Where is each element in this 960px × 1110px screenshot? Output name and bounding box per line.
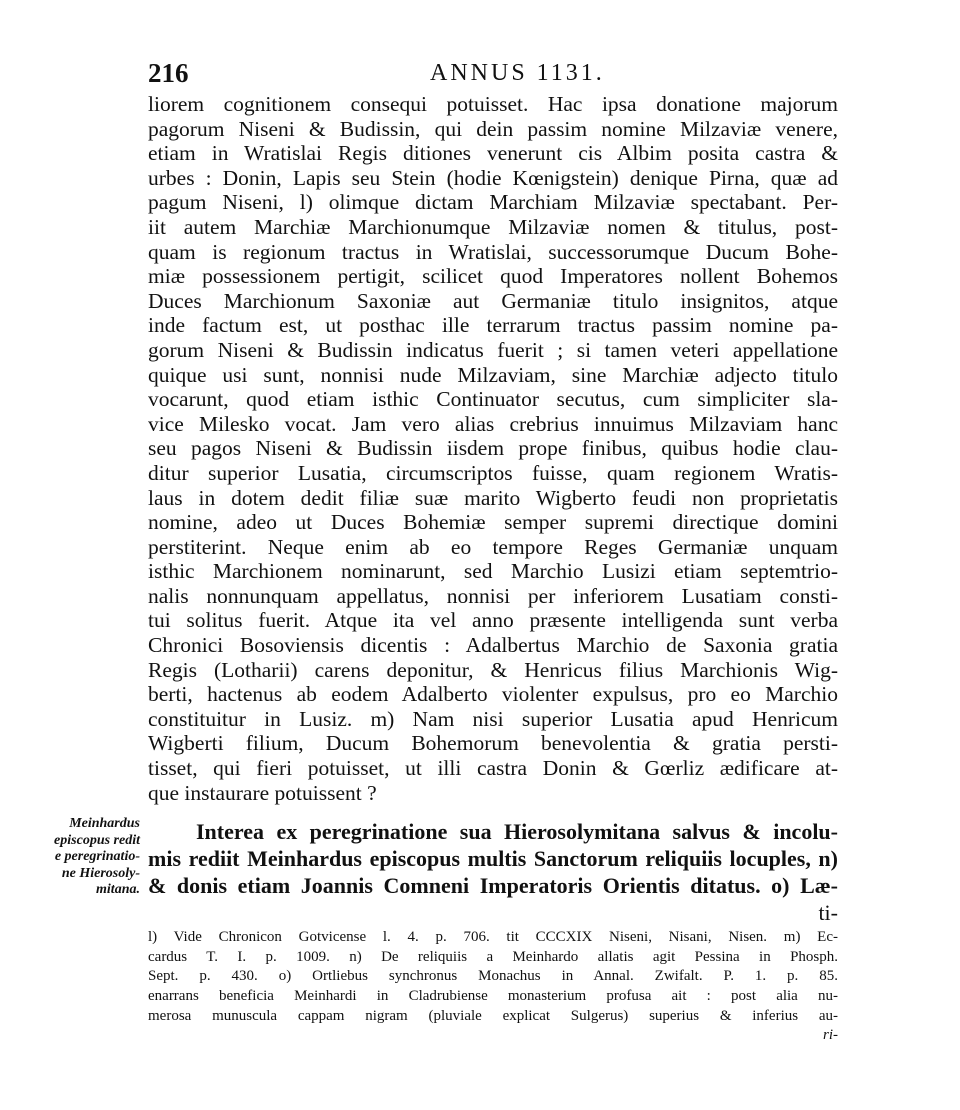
- text-line: constituitur in Lusiz. m) Nam nisi superior Lusatia apud Henricum: [148, 706, 838, 731]
- footnote-line: enarrans beneficia Meinhardi in Cladrubiense monasterium profusa ait : post alia nu-: [148, 988, 838, 1005]
- margin-note-line: Meinhardus: [69, 816, 140, 831]
- footnote-line: Sept. p. 430. o) Ortliebus synchronus Monachus in Annal. Zwifalt. P. 1. p. 85.: [148, 968, 838, 985]
- text-line: inde factum est, ut posthac ille terrarum tractus passim nomine pa-: [148, 313, 838, 338]
- text-line: iit autem Marchiæ Marchionumque Milzaviæ nomen & titulus, post-: [148, 214, 838, 239]
- text-line: que instaurare potuissent ?: [148, 780, 377, 805]
- page-header: [148, 58, 838, 90]
- footnote-catchword: ri-: [823, 1027, 838, 1044]
- footnote-line: merosa munuscula cappam nigram (pluviale explicat Sulgerus) superius & inferius au-: [148, 1007, 838, 1024]
- text-line: nalis nonnunquam appellatus, nonnisi per inferiorem Lusatiam consti-: [148, 583, 838, 608]
- text-line: urbes : Donin, Lapis seu Stein (hodie Kœnigstein) denique Pirna, quæ ad: [148, 165, 838, 190]
- catchword: ti-: [818, 900, 838, 925]
- margin-note-line: ne Hierosoly-: [61, 865, 140, 881]
- text-line: etiam in Wratislai Regis ditiones venerunt cis Albim posita castra &: [148, 141, 838, 166]
- text-line: berti, hactenus ab eodem Adalberto violenter expulsus, pro eo Marchio: [148, 682, 838, 707]
- main-paragraph: [148, 92, 838, 805]
- text-line: Regis (Lotharii) carens deponitur, & Henricus filius Marchionis Wig-: [148, 657, 838, 682]
- text-line: miæ possessionem pertigit, scilicet quod Imperatores nollent Bohemos: [148, 264, 838, 289]
- margin-note: [22, 816, 140, 899]
- text-line: perstiterint. Neque enim ab eo tempore Reges Germaniæ unquam: [148, 534, 838, 559]
- footnotes: [148, 928, 838, 1046]
- page-number: 216: [148, 58, 189, 88]
- text-line: Chronici Bosoviensis dicentis : Adalbertus Marchio de Saxonia gratia: [148, 633, 838, 658]
- text-line: tisset, qui fieri potuisset, ut illi castra Donin & Gœrliz ædificare at-: [148, 756, 838, 781]
- text-line: mis rediit Meinhardus episcopus multis Sanctorum reliquiis locuples, n): [148, 846, 838, 871]
- text-line: quique usi sunt, nonnisi nude Milzaviam, sine Marchiæ adjecto titulo: [148, 362, 838, 387]
- footnote-line: l) Vide Chronicon Gotvicense l. 4. p. 706. tit CCCXIX Niseni, Nisani, Nisen. m) Ec-: [148, 929, 838, 945]
- footnote-line: cardus T. I. p. 1009. n) De reliquiis a Meinhardo allatis agit Pessina in Phosph.: [148, 948, 838, 965]
- text-line: Wigberti filium, Ducum Bohemorum benevolentia & gratia persti-: [148, 731, 838, 756]
- text-line: isthic Marchionem nominarunt, sed Marchio Lusizi etiam septemtrio-: [148, 559, 838, 584]
- text-line: gorum Niseni & Budissin indicatus fuerit ; si tamen veteri appellatione: [148, 337, 838, 362]
- text-line: quam is regionum tractus in Wratislai, successorumque Ducum Bohe-: [148, 239, 838, 264]
- text-line: & donis etiam Joannis Comneni Imperatoris Orientis ditatus. o) Læ-: [148, 873, 838, 898]
- margin-note-line: episcopus redit: [54, 832, 140, 848]
- text-line: Duces Marchionum Saxoniæ aut Germaniæ titulo insignitos, atque: [148, 288, 838, 313]
- text-line: pagum Niseni, l) olimque dictam Marchiam Milzaviæ spectabant. Per-: [148, 190, 838, 215]
- text-line: liorem cognitionem consequi potuisset. Hac ipsa donatione majorum: [148, 92, 838, 116]
- second-paragraph: [148, 818, 838, 926]
- text-line: pagorum Niseni & Budissin, qui dein passim nomine Milzaviæ venere,: [148, 116, 838, 141]
- text-line: vice Milesko vocat. Jam vero alias crebrius innuimus Milzaviam hanc: [148, 411, 838, 436]
- margin-note-line: mitana.: [96, 882, 140, 897]
- text-line: tui solitus fuerit. Atque ita vel anno præsente intelligenda sunt verba: [148, 608, 838, 633]
- running-head: ANNUS 1131.: [430, 60, 605, 86]
- text-line: ditur superior Lusatia, circumscriptos fuisse, quam regionem Wratis-: [148, 460, 838, 485]
- text-line: laus in dotem dedit filiæ suæ marito Wigberto feudi non proprietatis: [148, 485, 838, 510]
- text-line: Interea ex peregrinatione sua Hierosolymitana salvus & incolu-: [196, 819, 838, 844]
- margin-note-line: e peregrinatio-: [54, 849, 140, 864]
- text-line: seu pagos Niseni & Budissin iisdem prope finibus, quibus hodie clau-: [148, 436, 838, 461]
- text-line: vocarunt, quod etiam isthic Continuator secutus, cum simpliciter sla-: [148, 387, 838, 412]
- text-line: nomine, adeo ut Duces Bohemiæ semper supremi directique domini: [148, 510, 838, 535]
